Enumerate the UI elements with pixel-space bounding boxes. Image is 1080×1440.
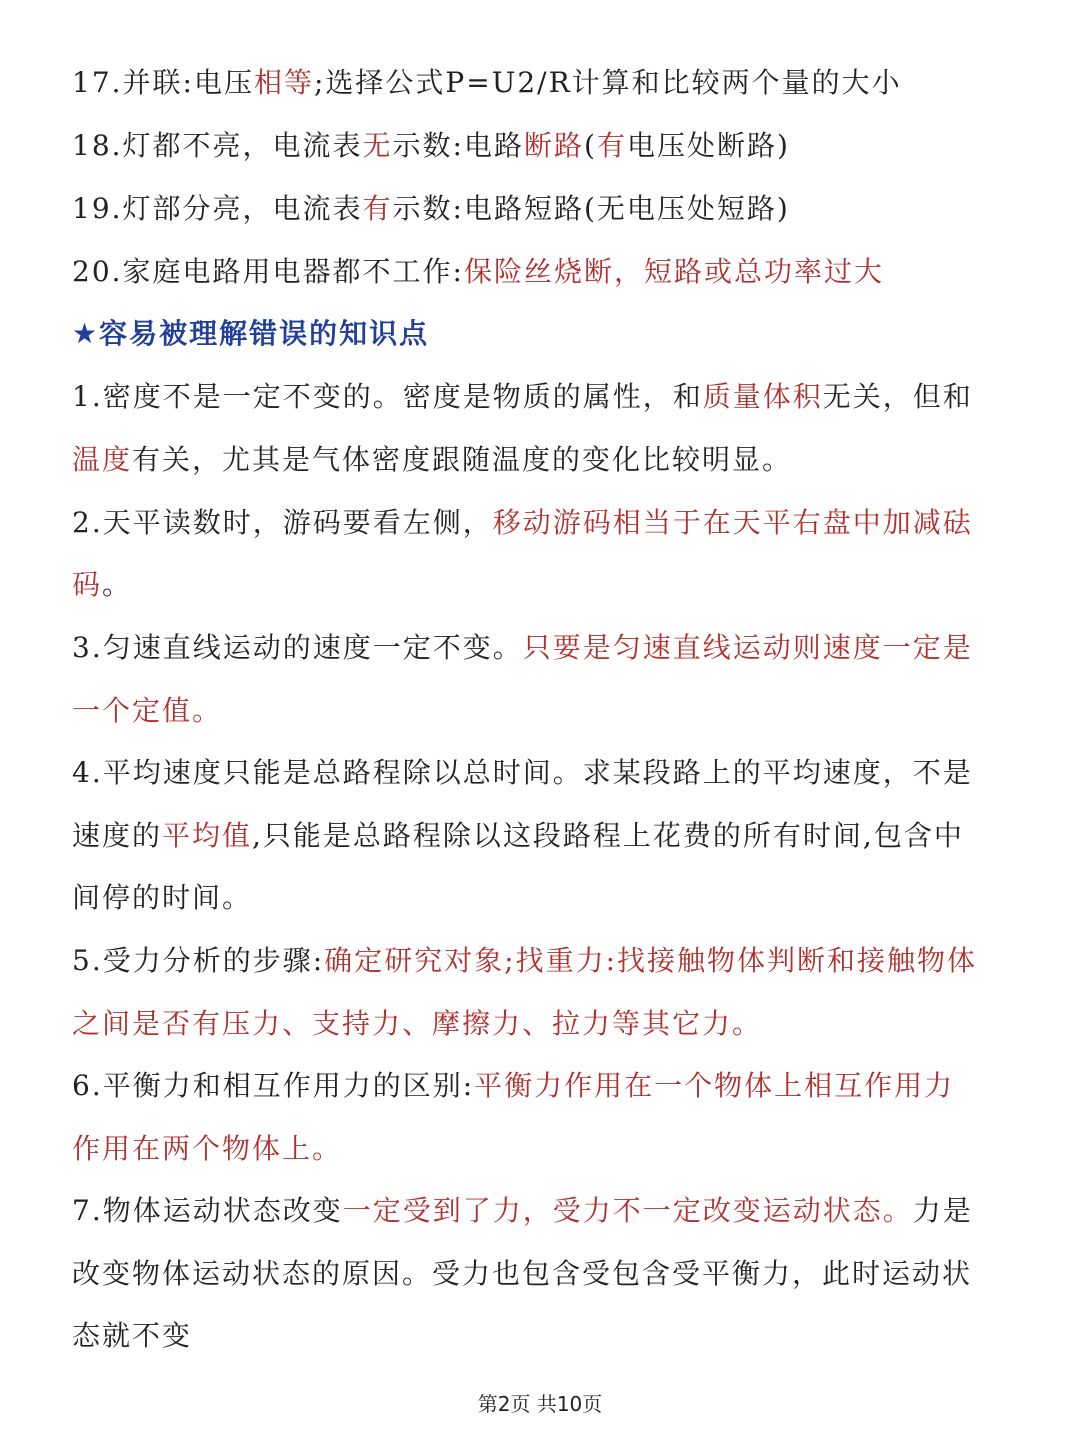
highlight-segment: 无 — [362, 129, 393, 162]
highlight-segment: 移动游码相当于在天平右盘中加减砝 — [492, 506, 973, 539]
text-segment: 18.灯都不亮，电流表 — [72, 129, 363, 162]
point-4-line-3 — [72, 867, 1022, 929]
point-5-line-1 — [72, 930, 1022, 992]
text-segment: 3.匀速直线运动的速度一定不变。 — [72, 631, 523, 664]
text-segment: 6.平衡力和相互作用力的区别: — [72, 1069, 475, 1102]
text-segment: 2.天平读数时，游码要看左侧， — [72, 506, 493, 539]
point-2-line-1 — [72, 492, 1022, 554]
line-20 — [72, 241, 1022, 303]
text-segment: 5.受力分析的步骤: — [72, 944, 325, 977]
highlight-segment: 一定受到了力，受力不一定改变运动状态。 — [342, 1194, 913, 1227]
highlight-segment: 平均值 — [162, 819, 253, 852]
point-1-line-1 — [72, 366, 1022, 428]
point-7-line-1 — [72, 1180, 1022, 1242]
highlight-segment: 平衡力作用在一个物体上相互作用力 — [474, 1069, 955, 1102]
point-7-line-2 — [72, 1243, 1022, 1305]
point-3-line-2 — [72, 680, 1022, 742]
point-5-line-2 — [72, 993, 1022, 1055]
highlight-segment: 质量体积 — [702, 380, 823, 413]
point-4-line-1 — [72, 742, 1022, 804]
text-segment: 改变物体运动状态的原因。受力也包含受包含受平衡力，此时运动状 — [72, 1257, 973, 1290]
highlight-segment: 确定研究对象;找重力:找接触物体判断和接触物体 — [324, 944, 978, 977]
text-segment: 20.家庭电路用电器都不工作: — [72, 255, 464, 288]
highlight-segment: 码 — [72, 568, 103, 601]
highlight-segment: 保险丝烧断，短路或总功率过大 — [463, 255, 884, 288]
text-segment: 17.并联:电压 — [72, 66, 254, 99]
text-segment: 19.灯部分亮，电流表 — [72, 192, 363, 225]
page-number: 第2页 共10页 — [477, 1392, 603, 1416]
text-segment: ;选择公式P=U2/R计算和比较两个量的大小 — [313, 66, 902, 99]
point-3-line-1 — [72, 617, 1022, 679]
highlight-segment: 相等 — [253, 66, 314, 99]
text-segment: 示数:电路短路(无电压处短路) — [392, 192, 790, 225]
highlight-segment: 断路 — [523, 129, 584, 162]
heading-text: ★容易被理解错误的知识点 — [72, 317, 430, 350]
text-segment: 1.密度不是一定不变的。密度是物质的属性，和 — [72, 380, 703, 413]
point-6-line-2 — [72, 1118, 1022, 1180]
text-segment: 。 — [102, 568, 133, 601]
point-4-line-2 — [72, 805, 1022, 867]
text-segment: 7.物体运动状态改变 — [72, 1194, 343, 1227]
text-segment: 有关，尤其是气体密度跟随温度的变化比较明显。 — [132, 443, 793, 476]
line-19 — [72, 178, 1022, 240]
text-segment: 示数:电路 — [392, 129, 524, 162]
text-segment: 态就不变 — [72, 1319, 193, 1352]
text-segment: ( — [584, 129, 597, 162]
line-17 — [72, 52, 1022, 114]
highlight-segment: 作用在两个物体上。 — [72, 1132, 343, 1165]
text-segment: 电压处断路) — [626, 129, 790, 162]
line-18 — [72, 115, 1022, 177]
highlight-segment: 温度 — [72, 443, 133, 476]
text-segment: ,只能是总路程除以这段路程上花费的所有时间,包含中 — [252, 819, 964, 852]
section-heading — [72, 303, 1022, 365]
text-segment: 4.平均速度只能是总路程除以总时间。求某段路上的平均速度，不是 — [72, 756, 973, 789]
text-segment: 速度的 — [72, 819, 163, 852]
point-7-line-3 — [72, 1305, 1022, 1367]
highlight-segment: 有 — [362, 192, 393, 225]
text-segment: 无关，但和 — [822, 380, 973, 413]
point-1-line-2 — [72, 429, 1022, 491]
highlight-segment: 有 — [596, 129, 627, 162]
highlight-segment: 一个定值。 — [72, 694, 223, 727]
text-segment: 力是 — [912, 1194, 973, 1227]
point-6-line-1 — [72, 1055, 1022, 1117]
point-2-line-2 — [72, 554, 1022, 616]
highlight-segment: 之间是否有压力、支持力、摩擦力、拉力等其它力。 — [72, 1007, 763, 1040]
highlight-segment: 只要是匀速直线运动则速度一定是 — [522, 631, 973, 664]
text-segment: 间停的时间。 — [72, 881, 253, 914]
